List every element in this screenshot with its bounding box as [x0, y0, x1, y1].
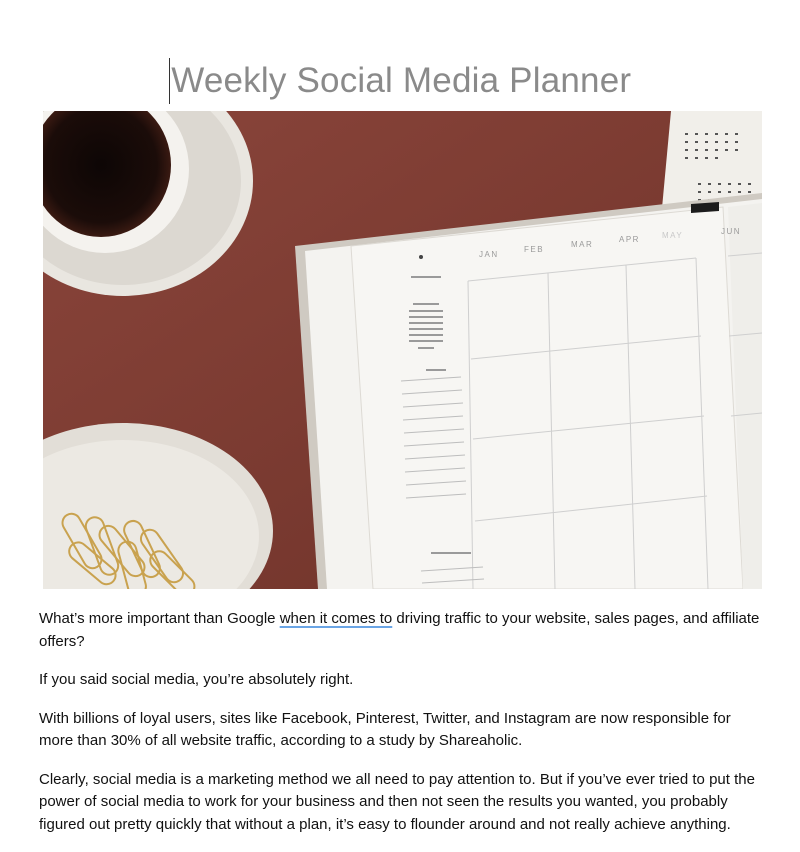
text-cursor: [169, 58, 171, 104]
title-row: [0, 56, 800, 106]
paragraph-2[interactable]: If you said social media, you’re absolutely right.: [39, 671, 354, 688]
paragraph-3[interactable]: With billions of loyal users, sites like Facebook, Pinterest, Twitter, and Instagram are now responsible for more than 30% of all website traffic, according to a study by Shareaholic.: [39, 709, 731, 749]
month-label: MAY: [662, 231, 684, 240]
document-title[interactable]: Weekly Social Media Planner: [171, 61, 632, 100]
month-label: FEB: [524, 245, 545, 254]
paragraph-1-text-start: What’s more important than Google: [39, 610, 280, 627]
paragraph-1-text-end: driving traffic to your website, sales pages, and affiliate offers?: [39, 610, 760, 650]
month-label: MAR: [571, 240, 594, 249]
hero-image[interactable]: [43, 111, 762, 589]
planner-notebook: [295, 193, 762, 589]
paragraph-4[interactable]: Clearly, social media is a marketing method we all need to pay attention to. But if you’ve ever tried to put the power of social media to work for your business and then not seen the results you wanted, you probably figured out pretty quickly that without a plan, it’s easy to flounder around and not really achieve anything.: [39, 770, 755, 833]
month-label: JAN: [479, 250, 499, 259]
month-label: JUN: [721, 227, 742, 236]
paragraph-1[interactable]: [39, 608, 769, 653]
planner-photo: [43, 111, 762, 589]
month-label: APR: [619, 235, 640, 244]
grammar-suggestion[interactable]: when it comes to: [279, 610, 393, 627]
body-text: [39, 608, 769, 852]
